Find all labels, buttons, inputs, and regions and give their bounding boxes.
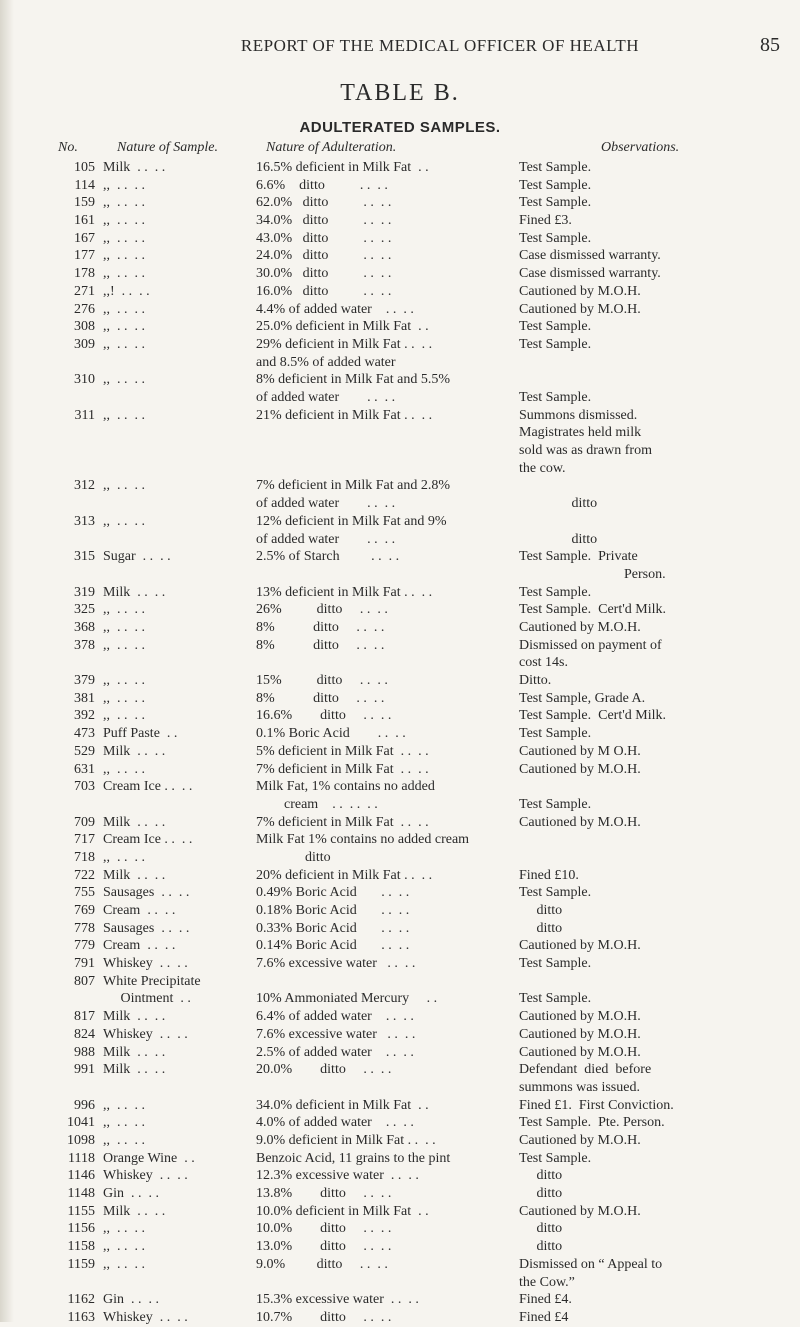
row-number: 988 (74, 1044, 95, 1060)
row-observations: Test Sample. (519, 319, 592, 335)
table-subtitle: ADULTERATED SAMPLES. (299, 119, 501, 136)
row-nature: Gin . . . . (103, 1292, 159, 1308)
row-observations: Test Sample, Grade A. (519, 690, 646, 706)
table-row (0, 1256, 800, 1291)
row-observations: Fined £4 (519, 1309, 569, 1325)
row-adulteration: 13.0% ditto . . . . (256, 1239, 392, 1255)
row-nature: ,, . . . . (103, 708, 145, 724)
row-nature: ,, . . . . (103, 1256, 145, 1272)
row-nature: ,, . . . . (103, 372, 145, 388)
row-observations: Test Sample. Cert'd Milk. (519, 708, 666, 724)
row-observations: Test Sample. (519, 991, 592, 1007)
row-nature: Whiskey . . . . (103, 1309, 188, 1325)
row-nature: ,, . . . . (103, 195, 145, 211)
row-nature: ,, . . . . (103, 1221, 145, 1237)
table-row (0, 707, 800, 725)
row-observations: Cautioned by M.O.H. (519, 1044, 641, 1060)
row-number: 769 (74, 903, 95, 919)
table-row (0, 1291, 800, 1309)
row-number: 1041 (67, 1115, 95, 1131)
row-adulteration: ditto (256, 849, 331, 865)
row-nature: ,, . . . . (103, 673, 145, 689)
table-title: TABLE B. (340, 80, 460, 106)
row-nature: Cream Ice . . . . (103, 832, 193, 848)
row-adulteration: 8% ditto . . . . (256, 690, 385, 706)
row-nature: White Precipitate Ointment . . (103, 973, 201, 1007)
row-adulteration: 34.0% deficient in Milk Fat . . (256, 1097, 429, 1113)
row-observations: Dismissed on payment of cost 14s. (519, 637, 662, 671)
row-adulteration: 7% deficient in Milk Fat . . . . (256, 761, 429, 777)
row-nature: ,, . . . . (103, 1097, 145, 1113)
row-number: 114 (74, 177, 95, 193)
row-number: 1158 (67, 1239, 95, 1255)
table-row (0, 1026, 800, 1044)
table-row (0, 1044, 800, 1062)
table-row (0, 301, 800, 319)
row-observations: Fined £10. (519, 867, 579, 883)
row-number: 778 (74, 920, 95, 936)
row-nature: Cream Ice . . . . (103, 779, 193, 795)
table-row (0, 601, 800, 619)
adulterated-samples-table (0, 159, 800, 1327)
row-nature: Milk . . . . (103, 867, 166, 883)
row-number: 379 (74, 673, 95, 689)
table-row (0, 743, 800, 761)
row-observations: Test Sample. (519, 584, 592, 600)
row-adulteration: 16.0% ditto . . . . (256, 283, 392, 299)
row-nature: ,, . . . . (103, 301, 145, 317)
row-nature: ,, . . . . (103, 513, 145, 529)
table-row (0, 690, 800, 708)
table-row (0, 778, 800, 813)
row-number: 315 (74, 549, 95, 565)
row-number: 1156 (67, 1221, 95, 1237)
row-nature: ,, . . . . (103, 319, 145, 335)
row-observations: Test Sample. (519, 160, 592, 175)
row-observations: Test Sample. (519, 177, 592, 193)
table-row (0, 247, 800, 265)
table-row (0, 1220, 800, 1238)
row-number: 996 (74, 1097, 95, 1113)
table-row (0, 177, 800, 195)
row-observations: Test Sample. (519, 796, 592, 812)
table-row (0, 212, 800, 230)
row-number: 392 (74, 708, 95, 724)
row-observations: Cautioned by M.O.H. (519, 283, 641, 299)
row-nature: ,, . . . . (103, 1133, 145, 1148)
table-row (0, 513, 800, 548)
row-nature: Sausages . . . . (103, 885, 190, 901)
row-observations: Test Sample. Private Person. (519, 549, 666, 582)
row-observations: ditto (571, 496, 598, 512)
table-row (0, 1203, 800, 1221)
table-row (0, 548, 800, 583)
table-row (0, 318, 800, 336)
row-number: 312 (74, 478, 95, 494)
row-nature: Whiskey . . . . (103, 1168, 188, 1184)
row-observations: Test Sample. (519, 336, 592, 352)
table-row (0, 1008, 800, 1026)
row-number: 313 (74, 513, 95, 529)
row-adulteration: 13.8% ditto . . . . (256, 1186, 392, 1202)
row-nature: ,, . . . . (103, 230, 145, 246)
row-observations: Ditto. (519, 673, 552, 689)
row-adulteration: 62.0% ditto . . . . (256, 195, 392, 211)
row-number: 378 (74, 637, 95, 653)
row-observations: ditto (519, 903, 563, 919)
row-adulteration: 4.4% of added water . . . . (256, 301, 414, 317)
row-adulteration: 7% deficient in Milk Fat . . . . (256, 814, 429, 830)
row-nature: Milk . . . . (103, 584, 166, 600)
row-adulteration: 0.49% Boric Acid . . . . (256, 885, 410, 901)
table-row (0, 265, 800, 283)
row-number: 631 (74, 761, 95, 777)
row-nature: Orange Wine . . (103, 1150, 195, 1166)
row-observations: Fined £4. (519, 1292, 572, 1308)
table-row (0, 902, 800, 920)
row-number: 309 (74, 336, 95, 352)
row-adulteration: 15% ditto . . . . (256, 673, 388, 689)
row-observations: Test Sample. (519, 230, 592, 246)
row-adulteration: 10% Ammoniated Mercury . . (256, 991, 438, 1007)
row-adulteration: 0.14% Boric Acid . . . . (256, 938, 410, 954)
row-number: 717 (74, 832, 95, 848)
table-row (0, 194, 800, 212)
row-number: 308 (74, 319, 95, 335)
row-number: 161 (74, 213, 95, 229)
row-observations: Fined £3. (519, 213, 572, 229)
row-nature: Sausages . . . . (103, 920, 190, 936)
row-adulteration: Milk Fat 1% contains no added cream (256, 832, 470, 848)
row-adulteration: 2.5% of Starch . . . . (256, 549, 400, 565)
row-nature: Whiskey . . . . (103, 956, 188, 972)
row-adulteration: 26% ditto . . . . (256, 602, 388, 618)
row-number: 159 (74, 195, 95, 211)
row-number: 718 (74, 849, 95, 865)
row-observations: Cautioned by M.O.H. (519, 1026, 641, 1042)
row-observations: Cautioned by M.O.H. (519, 1203, 641, 1219)
row-nature: ,, . . . . (103, 690, 145, 706)
row-number: 779 (74, 938, 95, 954)
row-nature: ,, . . . . (103, 213, 145, 229)
running-head: REPORT OF THE MEDICAL OFFICER OF HEALTH (240, 36, 640, 55)
table-row (0, 1061, 800, 1096)
row-adulteration: 16.6% ditto . . . . (256, 708, 392, 724)
row-number: 991 (74, 1062, 95, 1078)
table-row (0, 955, 800, 973)
row-adulteration: 2.5% of added water . . . . (256, 1044, 414, 1060)
row-nature: ,, . . . . (103, 1239, 145, 1255)
row-observations: Cautioned by M.O.H. (519, 814, 641, 830)
row-number: 310 (74, 372, 95, 388)
row-nature: Puff Paste . . (103, 726, 178, 742)
row-number: 791 (74, 956, 95, 972)
table-row (0, 477, 800, 512)
row-observations: Test Sample. (519, 195, 592, 211)
row-adulteration: 6.4% of added water . . . . (256, 1009, 414, 1025)
row-observations: ditto (519, 1221, 563, 1237)
row-adulteration: 9.0% deficient in Milk Fat . . . . (256, 1133, 436, 1148)
row-nature: ,, . . . . (103, 407, 145, 423)
table-row (0, 884, 800, 902)
row-nature: ,, . . . . (103, 336, 145, 352)
row-nature: Cream . . . . (103, 903, 176, 919)
row-adulteration: 25.0% deficient in Milk Fat . . (256, 319, 429, 335)
table-row (0, 283, 800, 301)
row-adulteration: 21% deficient in Milk Fat . . . . (256, 407, 433, 423)
row-nature: Milk . . . . (103, 1203, 166, 1219)
row-number: 177 (74, 248, 95, 264)
row-observations: ditto (519, 920, 563, 936)
row-adulteration: 0.33% Boric Acid . . . . (256, 920, 410, 936)
row-observations: Cautioned by M.O.H. (519, 761, 641, 777)
row-nature: Cream . . . . (103, 938, 176, 954)
table-row (0, 1097, 800, 1115)
table-row (0, 920, 800, 938)
row-adulteration: 24.0% ditto . . . . (256, 248, 392, 264)
row-adulteration: 5% deficient in Milk Fat . . . . (256, 743, 429, 759)
header-nature: Nature of Sample. (117, 140, 218, 155)
row-nature: Milk . . . . (103, 1062, 166, 1078)
row-observations: ditto (571, 531, 598, 547)
row-nature: Gin . . . . (103, 1186, 159, 1202)
row-adulteration: 13% deficient in Milk Fat . . . . (256, 584, 433, 600)
table-row (0, 725, 800, 743)
table-row (0, 159, 800, 177)
row-number: 722 (74, 867, 95, 883)
row-adulteration: 10.7% ditto . . . . (256, 1309, 392, 1325)
row-observations: Test Sample. (519, 726, 592, 742)
row-number: 319 (74, 584, 95, 600)
row-observations: Test Sample. (519, 956, 592, 972)
row-observations: Case dismissed warranty. (519, 248, 661, 264)
row-number: 709 (74, 814, 95, 830)
table-row (0, 1309, 800, 1327)
table-row (0, 831, 800, 849)
header-adulteration: Nature of Adulteration. (266, 140, 397, 155)
table-row (0, 761, 800, 779)
row-number: 178 (74, 266, 95, 282)
row-observations: Defendant died before summons was issued. (519, 1062, 652, 1095)
row-observations: Summons dismissed. Magistrates held milk sold was as drawn from the cow. (519, 407, 652, 476)
page-number: 85 (760, 34, 780, 56)
row-adulteration: 29% deficient in Milk Fat . . . . and 8.5% of added water (256, 336, 433, 370)
row-number: 325 (74, 602, 95, 618)
row-number: 276 (74, 301, 95, 317)
row-observations: ditto (519, 1168, 563, 1184)
row-adulteration: 7% deficient in Milk Fat and 2.8% of added water . . . . (256, 478, 451, 512)
row-adulteration: 8% deficient in Milk Fat and 5.5% of added water . . . . (256, 372, 451, 405)
row-number: 311 (74, 407, 95, 423)
row-adulteration: 12.3% excessive water . . . . (256, 1168, 419, 1184)
row-number: 1163 (67, 1309, 95, 1325)
row-number: 381 (74, 690, 95, 706)
table-row (0, 1167, 800, 1185)
row-observations: ditto (519, 1239, 563, 1255)
row-number: 1148 (67, 1186, 95, 1202)
row-adulteration: 8% ditto . . . . (256, 637, 385, 653)
table-row (0, 637, 800, 672)
row-adulteration: 16.5% deficient in Milk Fat . . (256, 160, 429, 175)
row-nature: ,, . . . . (103, 602, 145, 618)
row-adulteration: 8% ditto . . . . (256, 620, 385, 635)
row-observations: Cautioned by M.O.H. (519, 301, 641, 317)
table-row (0, 1238, 800, 1256)
row-observations: Fined £1. First Conviction. (519, 1097, 674, 1113)
row-number: 105 (74, 160, 95, 175)
table-row (0, 1132, 800, 1150)
row-number: 817 (74, 1009, 95, 1025)
header-no: No. (58, 140, 78, 155)
row-adulteration: 9.0% ditto . . . . (256, 1256, 388, 1272)
row-number: 1118 (68, 1150, 95, 1166)
row-nature: ,, . . . . (103, 266, 145, 282)
row-nature: ,, . . . . (103, 478, 145, 494)
row-adulteration: 12% deficient in Milk Fat and 9% of added water . . . . (256, 513, 447, 547)
row-adulteration: 34.0% ditto . . . . (256, 213, 392, 229)
row-adulteration: 20.0% ditto . . . . (256, 1062, 392, 1078)
row-adulteration: Benzoic Acid, 11 grains to the pint (256, 1150, 451, 1166)
table-row (0, 867, 800, 885)
header-observations: Observations. (601, 140, 680, 155)
row-nature: ,, . . . . (103, 620, 145, 635)
row-number: 1098 (67, 1133, 95, 1148)
table-row (0, 937, 800, 955)
row-nature: Milk . . . . (103, 1009, 166, 1025)
table-row (0, 407, 800, 478)
table-row (0, 371, 800, 406)
row-nature: ,,! . . . . (103, 283, 150, 299)
row-observations: Test Sample. (519, 885, 592, 901)
row-nature: Milk . . . . (103, 160, 166, 175)
row-number: 167 (74, 230, 95, 246)
row-adulteration: 7.6% excessive water . . . . (256, 1026, 416, 1042)
row-nature: Milk . . . . (103, 743, 166, 759)
table-row (0, 973, 800, 1008)
row-number: 529 (74, 743, 95, 759)
row-adulteration: 6.6% ditto . . . . (256, 177, 388, 193)
row-observations: Cautioned by M O.H. (519, 743, 641, 759)
row-number: 1162 (67, 1292, 95, 1308)
row-number: 368 (74, 620, 95, 635)
row-number: 807 (74, 973, 95, 989)
table-row (0, 814, 800, 832)
row-adulteration: 4.0% of added water . . . . (256, 1115, 414, 1131)
row-observations: Test Sample. (519, 389, 592, 405)
row-nature: Milk . . . . (103, 814, 166, 830)
table-row (0, 336, 800, 371)
row-nature: ,, . . . . (103, 1115, 145, 1131)
row-nature: ,, . . . . (103, 177, 145, 193)
row-number: 755 (74, 885, 95, 901)
row-nature: Whiskey . . . . (103, 1026, 188, 1042)
row-observations: Dismissed on “ Appeal to the Cow.” (519, 1256, 663, 1290)
row-number: 1155 (67, 1203, 95, 1219)
row-observations: Cautioned by M.O.H. (519, 1133, 641, 1148)
row-nature: ,, . . . . (103, 637, 145, 653)
row-observations: Test Sample. (519, 1150, 592, 1166)
table-row (0, 230, 800, 248)
row-adulteration: Milk Fat, 1% contains no added cream . . . . . . (256, 779, 435, 812)
row-observations: Test Sample. Cert'd Milk. (519, 602, 666, 618)
row-number: 1159 (67, 1256, 95, 1272)
row-adulteration: 0.18% Boric Acid . . . . (256, 903, 410, 919)
table-row (0, 1114, 800, 1132)
row-observations: Case dismissed warranty. (519, 266, 661, 282)
row-adulteration: 7.6% excessive water . . . . (256, 956, 416, 972)
row-adulteration: 30.0% ditto . . . . (256, 266, 392, 282)
table-row (0, 849, 800, 867)
row-observations: Cautioned by M.O.H. (519, 620, 641, 635)
row-number: 703 (74, 779, 95, 795)
row-nature: Milk . . . . (103, 1044, 166, 1060)
row-adulteration: 10.0% ditto . . . . (256, 1221, 392, 1237)
row-nature: ,, . . . . (103, 761, 145, 777)
row-adulteration: 43.0% ditto . . . . (256, 230, 392, 246)
row-adulteration: 10.0% deficient in Milk Fat . . (256, 1203, 429, 1219)
row-adulteration: 15.3% excessive water . . . . (256, 1292, 419, 1308)
row-nature: ,, . . . . (103, 248, 145, 264)
row-number: 271 (74, 283, 95, 299)
row-number: 824 (74, 1026, 95, 1042)
table-row (0, 619, 800, 637)
row-adulteration: 0.1% Boric Acid . . . . (256, 726, 406, 742)
row-nature: Sugar . . . . (103, 549, 171, 565)
table-row (0, 584, 800, 602)
row-observations: ditto (519, 1186, 563, 1202)
row-number: 473 (74, 726, 95, 742)
row-observations: Test Sample. Pte. Person. (519, 1115, 665, 1131)
row-observations: Cautioned by M.O.H. (519, 1009, 641, 1025)
row-adulteration: 20% deficient in Milk Fat . . . . (256, 867, 433, 883)
table-row (0, 672, 800, 690)
row-number: 1146 (67, 1168, 95, 1184)
table-row (0, 1185, 800, 1203)
row-observations: Cautioned by M.O.H. (519, 938, 641, 954)
row-nature: ,, . . . . (103, 849, 145, 865)
table-row (0, 1150, 800, 1168)
